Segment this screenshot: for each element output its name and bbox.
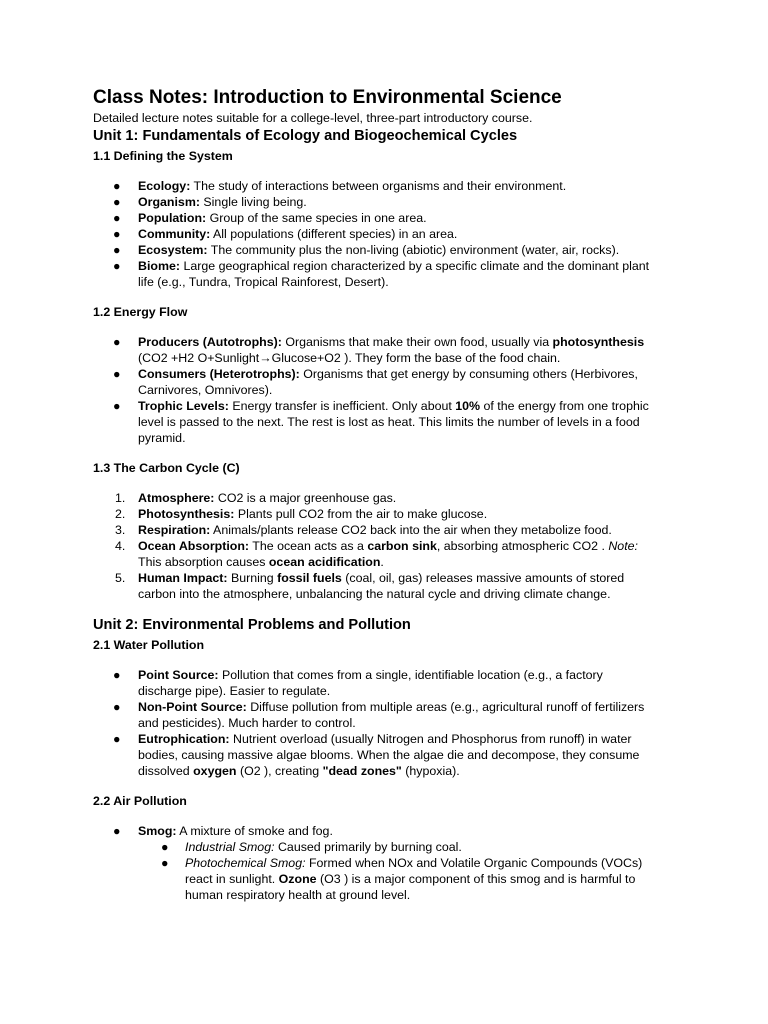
term: Ecology:: [138, 179, 191, 193]
bullet-icon: ●: [113, 668, 121, 682]
section-1-2-list: [93, 334, 683, 446]
bullet-icon: ●: [113, 195, 121, 209]
definition: Nutrient overload (usually Nitrogen and Phosphorus from runoff) in water: [229, 732, 632, 746]
term: Photochemical Smog:: [185, 856, 306, 870]
list-item-respiration: [93, 522, 683, 538]
definition: Plants pull CO2 from the air to make glucose.: [234, 507, 488, 521]
term: Smog:: [138, 824, 177, 838]
term: Producers (Autotrophs):: [138, 335, 282, 349]
list-item-producers: [93, 334, 683, 366]
term: Ecosystem:: [138, 243, 208, 257]
list-item-non-point-source: [93, 699, 683, 731]
list-item-human-impact: [93, 570, 683, 602]
bullet-icon: ●: [113, 211, 121, 225]
list-number: 1.: [115, 491, 126, 505]
term: Human Impact:: [138, 571, 228, 585]
bullet-icon: ●: [113, 259, 121, 273]
definition-continued: react in sunlight.: [185, 872, 279, 886]
definition: of the energy from one trophic: [480, 399, 649, 413]
bullet-icon: ●: [113, 824, 121, 838]
list-item-point-source: [93, 667, 683, 699]
emphasis: 10%: [455, 399, 481, 413]
definition: Caused primarily by burning coal.: [274, 840, 462, 854]
definition: Pollution that comes from a single, identifiable location (e.g., a factory: [218, 668, 603, 682]
term: Organism:: [138, 195, 200, 209]
list-item-smog: [93, 823, 683, 903]
bullet-icon: ●: [113, 335, 121, 349]
unit1-heading: Unit 1: Fundamentals of Ecology and Biogeochemical Cycles: [93, 128, 518, 144]
list-item-photosynthesis: [93, 506, 683, 522]
definition: , absorbing atmospheric CO2 .: [436, 539, 609, 553]
definition: .: [380, 555, 384, 569]
definition: (O3 ) is a major component of this smog and is harmful to: [316, 872, 636, 886]
term: Non-Point Source:: [138, 700, 247, 714]
definition: Animals/plants release CO2 back into the air when they metabolize food.: [210, 523, 612, 537]
definition: All populations (different species) in an area.: [210, 227, 458, 241]
definition: The study of interactions between organisms and their environment.: [190, 179, 567, 193]
definition: Burning: [227, 571, 278, 585]
term: Ocean Absorption:: [138, 539, 250, 553]
term: Community:: [138, 227, 211, 241]
emphasis: oxygen: [193, 764, 237, 778]
definition: CO2 is a major greenhouse gas.: [214, 491, 397, 505]
smog-sublist: [93, 839, 683, 903]
definition: A mixture of smoke and fog.: [176, 824, 333, 838]
section-2-2-list: [93, 823, 683, 903]
section-1-3-list: [93, 490, 683, 602]
definition: Energy transfer is inefficient. Only about: [228, 399, 456, 413]
bullet-icon: ●: [113, 732, 121, 746]
list-number: 5.: [115, 571, 126, 585]
emphasis: carbon sink: [367, 539, 437, 553]
unit2-heading: Unit 2: Environmental Problems and Pollution: [93, 617, 411, 633]
definition-continued: dissolved: [138, 764, 194, 778]
definition-continued: bodies, causing massive algae blooms. When the algae die and decompose, they consume: [138, 748, 640, 762]
emphasis: "dead zones": [322, 764, 402, 778]
term: Eutrophication:: [138, 732, 230, 746]
bullet-icon: ●: [113, 700, 121, 714]
note-label: Note:: [608, 539, 638, 553]
section-2-1-list: [93, 667, 683, 779]
definition-continued: (CO2 +H2 O+Sunlight→Glucose+O2 ). They form the base of the food chain.: [138, 351, 561, 365]
definition: Large geographical region characterized by a specific climate and the dominant plant: [180, 259, 650, 273]
list-item-trophic-levels: [93, 398, 683, 446]
list-item-photochemical-smog: [93, 855, 683, 903]
definition-continued: human respiratory health at ground level.: [185, 888, 411, 902]
definition-continued: and pesticides). Much harder to control.: [138, 716, 356, 730]
bullet-icon: ●: [113, 243, 121, 257]
bullet-icon: ●: [161, 856, 169, 870]
definition: (hypoxia).: [401, 764, 460, 778]
definition-continued: discharge pipe). Easier to regulate.: [138, 684, 331, 698]
definition: Organisms that get energy by consuming others (Herbivores,: [299, 367, 638, 381]
list-item-ocean-absorption: [93, 538, 683, 570]
emphasis: fossil fuels: [277, 571, 342, 585]
definition-continued: level is passed to the next. The rest is lost as heat. This limits the number of levels in a food: [138, 415, 640, 429]
definition-continued: carbon into the atmosphere, unbalancing the natural cycle and driving climate change.: [138, 587, 611, 601]
list-item-atmosphere: [93, 490, 683, 506]
list-item-industrial-smog: [93, 839, 683, 855]
term: Industrial Smog:: [185, 840, 275, 854]
definition: Formed when NOx and Volatile Organic Compounds (VOCs): [305, 856, 643, 870]
section-1-1-list: [93, 178, 683, 290]
term: Photosynthesis:: [138, 507, 235, 521]
list-item-organism: [93, 194, 683, 210]
emphasis: ocean acidification: [268, 555, 381, 569]
emphasis: photosynthesis: [552, 335, 645, 349]
document-body: [93, 86, 683, 903]
list-number: 3.: [115, 523, 126, 537]
term: Trophic Levels:: [138, 399, 229, 413]
page-subtitle: Detailed lecture notes suitable for a college-level, three-part introductory course.: [93, 111, 533, 125]
bullet-icon: ●: [113, 399, 121, 413]
list-item-ecology: [93, 178, 683, 194]
definition-continued: This absorption causes: [138, 555, 269, 569]
list-number: 4.: [115, 539, 126, 553]
term: Biome:: [138, 259, 180, 273]
list-item-eutrophication: [93, 731, 683, 779]
list-item-ecosystem: [93, 242, 683, 258]
definition: The community plus the non-living (abiotic) environment (water, air, rocks).: [207, 243, 620, 257]
list-item-population: [93, 210, 683, 226]
page-title: Class Notes: Introduction to Environmental Science: [93, 87, 562, 108]
definition-continued: pyramid.: [138, 431, 186, 445]
definition-continued: life (e.g., Tundra, Tropical Rainforest, Desert).: [138, 275, 389, 289]
section-2-1-heading: 2.1 Water Pollution: [93, 638, 205, 652]
term: Population:: [138, 211, 207, 225]
bullet-icon: ●: [113, 179, 121, 193]
definition: Group of the same species in one area.: [206, 211, 427, 225]
section-1-1-heading: 1.1 Defining the System: [93, 149, 233, 163]
definition: Organisms that make their own food, usually via: [281, 335, 553, 349]
bullet-icon: ●: [161, 840, 169, 854]
definition: Single living being.: [199, 195, 307, 209]
list-number: 2.: [115, 507, 126, 521]
list-item-biome: [93, 258, 683, 290]
list-item-community: [93, 226, 683, 242]
definition: Diffuse pollution from multiple areas (e.g., agricultural runoff of fertilizers: [246, 700, 645, 714]
bullet-icon: ●: [113, 227, 121, 241]
definition: The ocean acts as a: [249, 539, 368, 553]
term: Point Source:: [138, 668, 219, 682]
bullet-icon: ●: [113, 367, 121, 381]
definition-continued: Carnivores, Omnivores).: [138, 383, 273, 397]
section-1-2-heading: 1.2 Energy Flow: [93, 305, 188, 319]
section-2-2-heading: 2.2 Air Pollution: [93, 794, 187, 808]
list-item-consumers: [93, 366, 683, 398]
definition: (coal, oil, gas) releases massive amounts of stored: [341, 571, 625, 585]
term: Consumers (Heterotrophs):: [138, 367, 300, 381]
term: Atmosphere:: [138, 491, 215, 505]
emphasis: Ozone: [278, 872, 317, 886]
term: Respiration:: [138, 523, 211, 537]
definition: (O2 ), creating: [236, 764, 323, 778]
section-1-3-heading: 1.3 The Carbon Cycle (C): [93, 461, 240, 475]
